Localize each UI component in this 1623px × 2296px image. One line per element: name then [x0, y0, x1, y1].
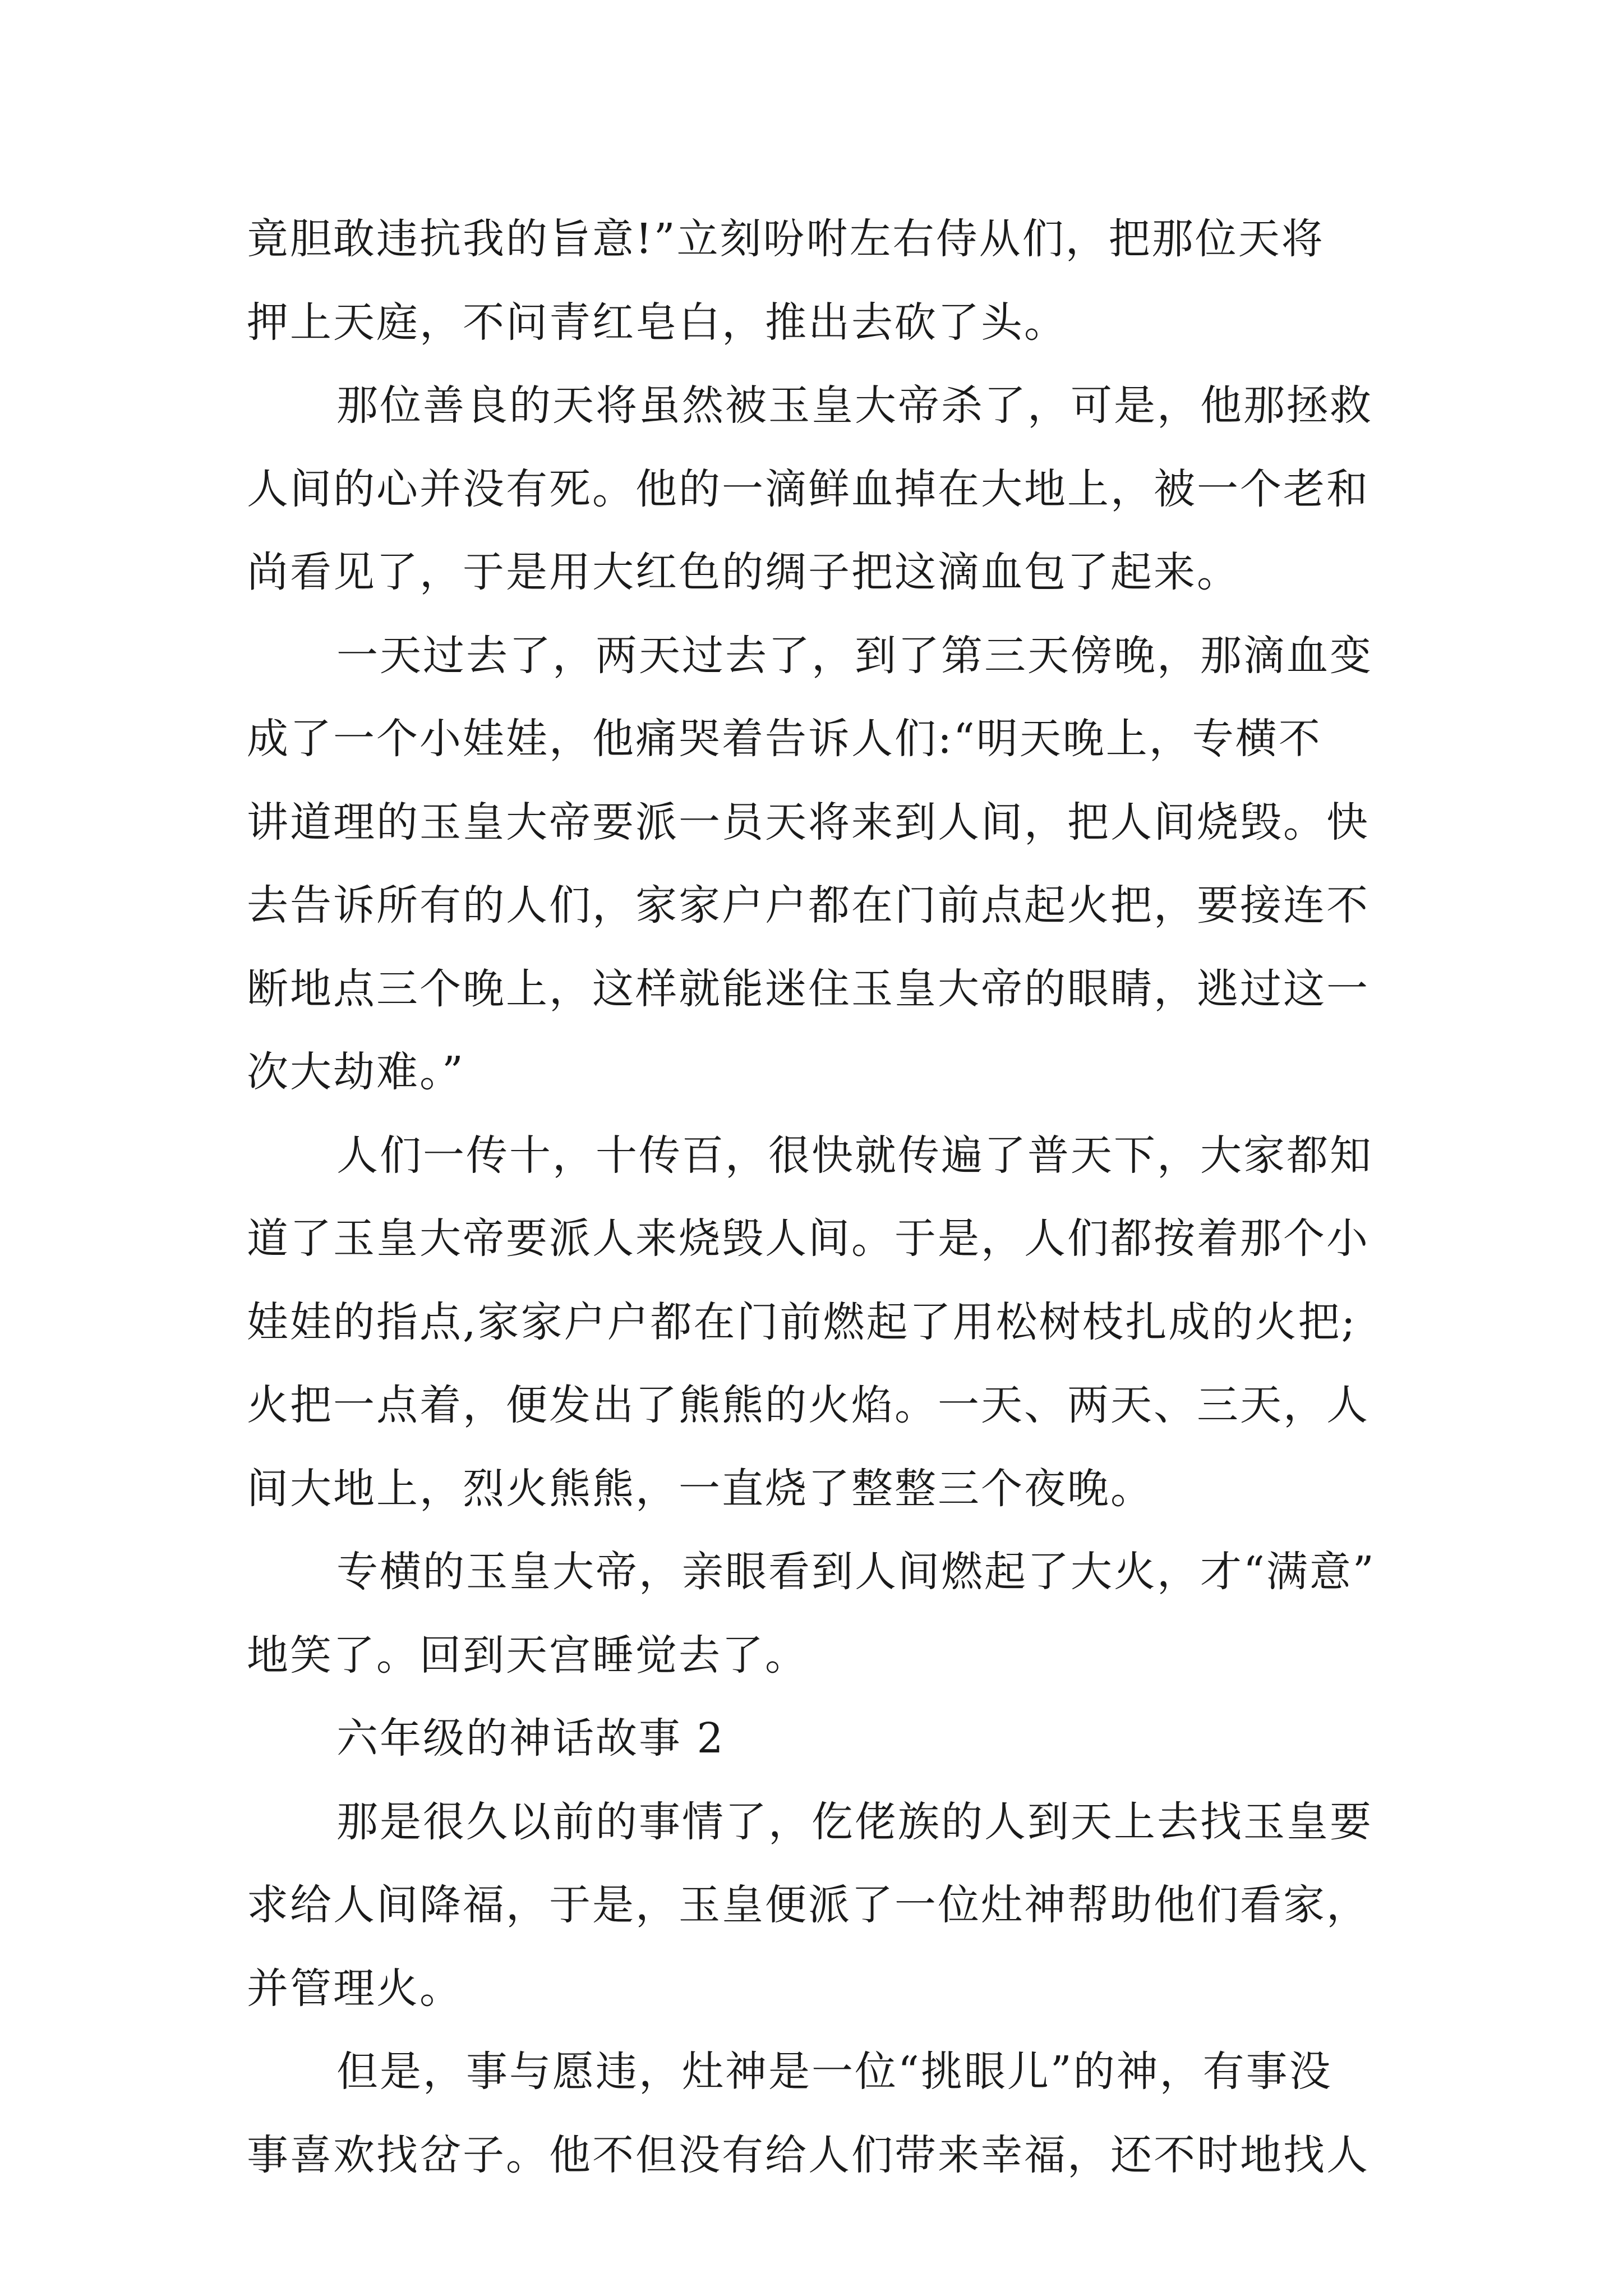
text-line: 火把一点着，便发出了熊熊的火焰。一天、两天、三天，人 — [247, 1381, 1370, 1429]
text-line: 人间的心并没有死。他的一滴鲜血掉在大地上，被一个老和 — [247, 464, 1370, 513]
text-line: 但是，事与愿违，灶神是一位“挑眼儿”的神，有事没 — [336, 2047, 1332, 2096]
text-line: 去告诉所有的人们，家家户户都在门前点起火把，要接连不 — [247, 881, 1370, 930]
text-line: 专横的玉皇大帝，亲眼看到人间燃起了大火，才“满意” — [336, 1548, 1376, 1596]
text-line: 那位善良的天将虽然被玉皇大帝杀了，可是，他那拯救 — [336, 381, 1373, 430]
text-line: 事喜欢找岔子。他不但没有给人们带来幸福，还不时地找人 — [247, 2131, 1370, 2179]
text-line: 断地点三个晚上，这样就能迷住玉皇大帝的眼睛，逃过这一 — [247, 964, 1370, 1013]
text-line: 成了一个小娃娃，他痛哭着告诉人们:“明天晚上，专横不 — [247, 715, 1322, 763]
text-line: 一天过去了，两天过去了，到了第三天傍晚，那滴血变 — [336, 631, 1373, 680]
document-body — [247, 197, 1391, 2197]
text-line: 道了玉皇大帝要派人来烧毁人间。于是，人们都按着那个小 — [247, 1214, 1370, 1263]
text-line: 讲道理的玉皇大帝要派一员天将来到人间，把人间烧毁。快 — [247, 798, 1370, 846]
text-line: 尚看见了，于是用大红色的绸子把这滴血包了起来。 — [247, 548, 1240, 596]
text-line: 竟胆敢违抗我的旨意!”立刻吩咐左右侍从们，把那位天将 — [247, 215, 1325, 263]
text-line: 并管理火。 — [247, 1964, 463, 2013]
text-line: 那是很久以前的事情了，仡佬族的人到天上去找玉皇要 — [336, 1797, 1373, 1846]
text-line: 娃娃的指点,家家户户都在门前燃起了用松树枝扎成的火把; — [247, 1297, 1357, 1346]
text-line: 地笑了。回到天宫睡觉去了。 — [247, 1631, 808, 1680]
text-line: 押上天庭，不问青红皂白，推出去砍了头。 — [247, 298, 1067, 347]
text-line: 间大地上，烈火熊熊，一直烧了整整三个夜晚。 — [247, 1464, 1154, 1513]
text-line: 次大劫难。” — [247, 1048, 465, 1096]
section-heading: 六年级的神话故事 2 — [336, 1714, 725, 1763]
text-line: 人们一传十，十传百，很快就传遍了普天下，大家都知 — [336, 1131, 1373, 1180]
text-line: 求给人间降福，于是，玉皇便派了一位灶神帮助他们看家， — [247, 1881, 1370, 1929]
